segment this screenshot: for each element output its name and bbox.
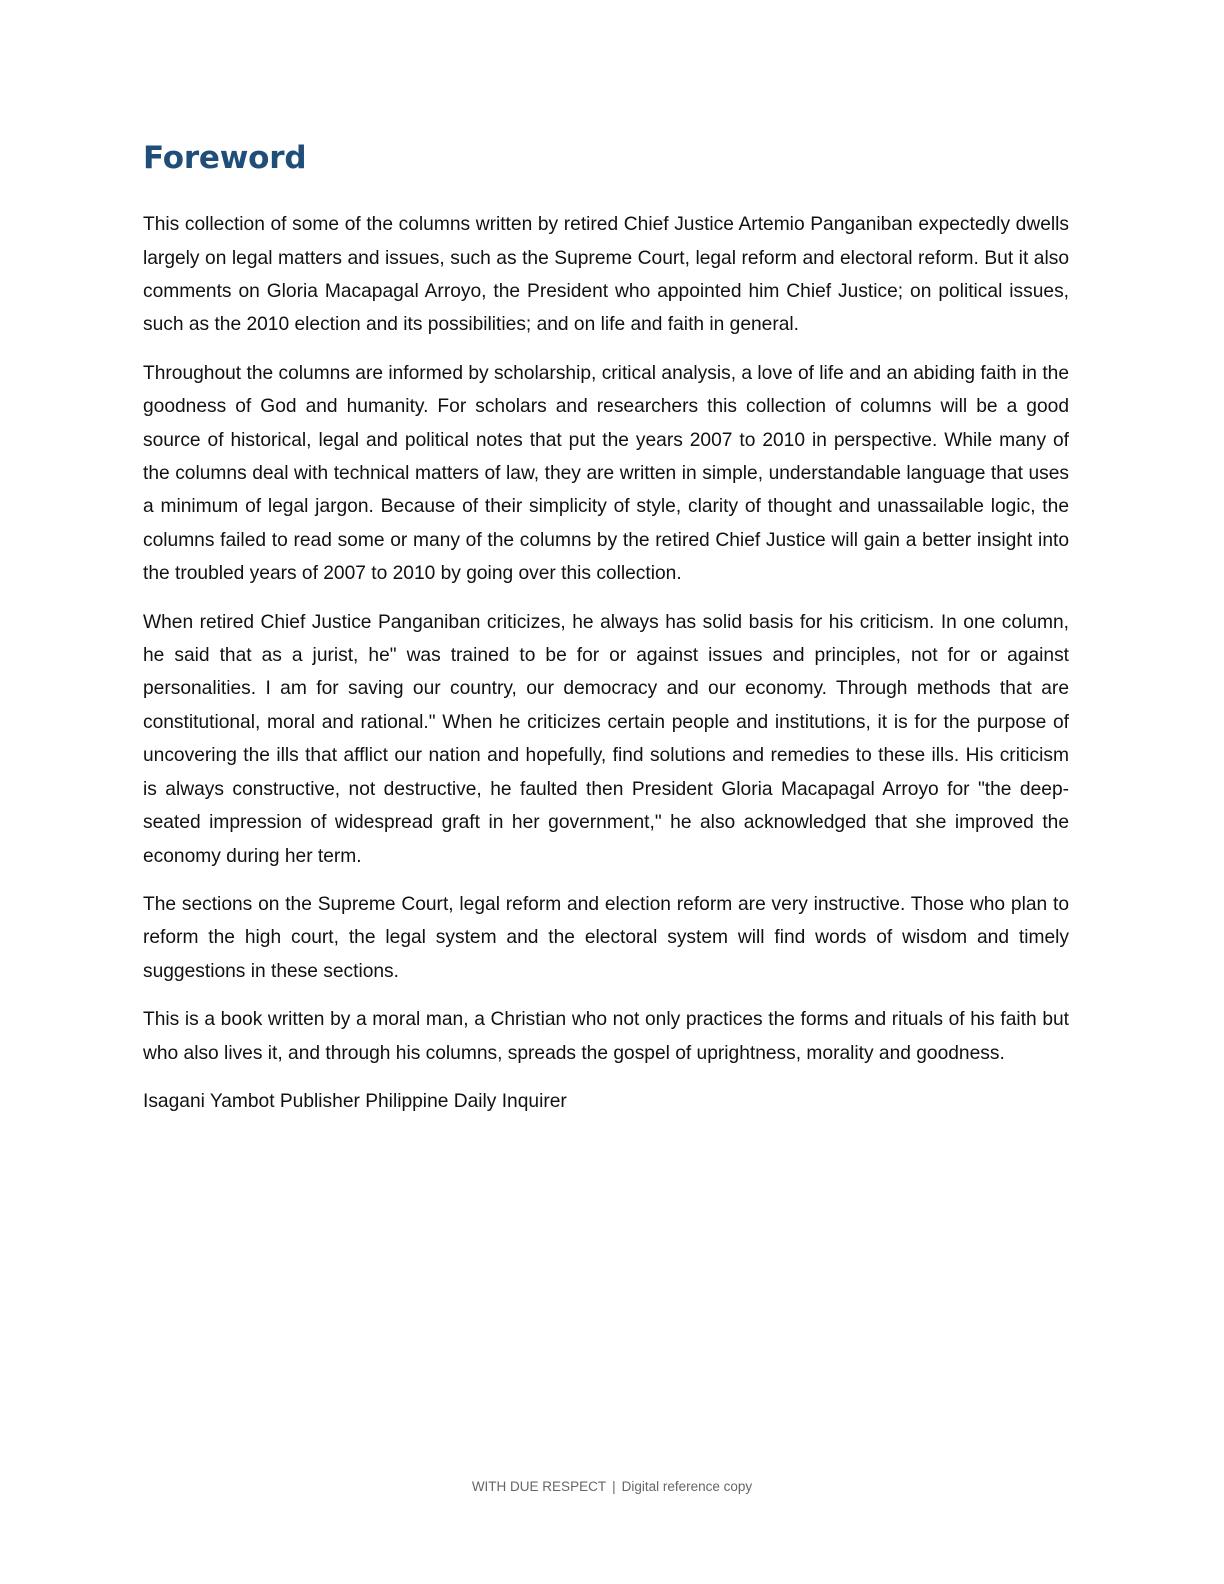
paragraph-4: The sections on the Supreme Court, legal reform and election reform are very instructive. Those who plan to reform the high court, the legal system and the electoral system will find words of wisdom and timely suggestions in these sections.: [143, 893, 1069, 982]
paragraph-1: This collection of some of the columns written by retired Chief Justice Artemio Panganiban expectedly dwells largely on legal matters and issues, such as the Supreme Court, legal reform and electoral reform. But it also comments on Gloria Macapagal Arroyo, the President who appointed him Chief Justice; on political issues, such as the 2010 election and its possibilities; and on life and faith in general.: [143, 214, 1069, 336]
footer-separator: |: [612, 1479, 616, 1494]
page-footer: [0, 1479, 1224, 1494]
footer-copy-note: Digital reference copy: [621, 1479, 753, 1494]
footer-book-title: WITH DUE RESPECT: [471, 1479, 607, 1494]
paragraph-5: This is a book written by a moral man, a Christian who not only practices the forms and rituals of his faith but who also lives it, and through his columns, spreads the gospel of uprightness, morality and goodness.: [143, 1009, 1069, 1064]
page-content: [143, 140, 1069, 1118]
page-title: Foreword: [143, 140, 307, 176]
paragraph-3: When retired Chief Justice Panganiban criticizes, he always has solid basis for his criticism. In one column, he said that as a jurist, he" was trained to be for or against issues and principles, not for or against personalities. I am for saving our country, our democracy and our economy. Through methods that are constitutional, moral and rational." When he criticizes certain people and institutions, it is for the purpose of uncovering the ills that afflict our nation and hopefully, find solutions and remedies to these ills. His criticism is always constructive, not destructive, he faulted then President Gloria Macapagal Arroyo for "the deep-seated impression of widespread graft in her government," he also acknowledged that she improved the economy during her term.: [143, 611, 1069, 867]
signature-line: Isagani Yambot Publisher Philippine Daily Inquirer: [143, 1090, 567, 1112]
paragraph-2: Throughout the columns are informed by scholarship, critical analysis, a love of life and an abiding faith in the goodness of God and humanity. For scholars and researchers this collection of columns will be a good source of historical, legal and political notes that put the years 2007 to 2010 in perspective. While many of the columns deal with technical matters of law, they are written in simple, understandable language that uses a minimum of legal jargon. Because of their simplicity of style, clarity of thought and unassailable logic, the columns failed to read some or many of the columns by the retired Chief Justice will gain a better insight into the troubled years of 2007 to 2010 by going over this collection.: [143, 362, 1069, 585]
